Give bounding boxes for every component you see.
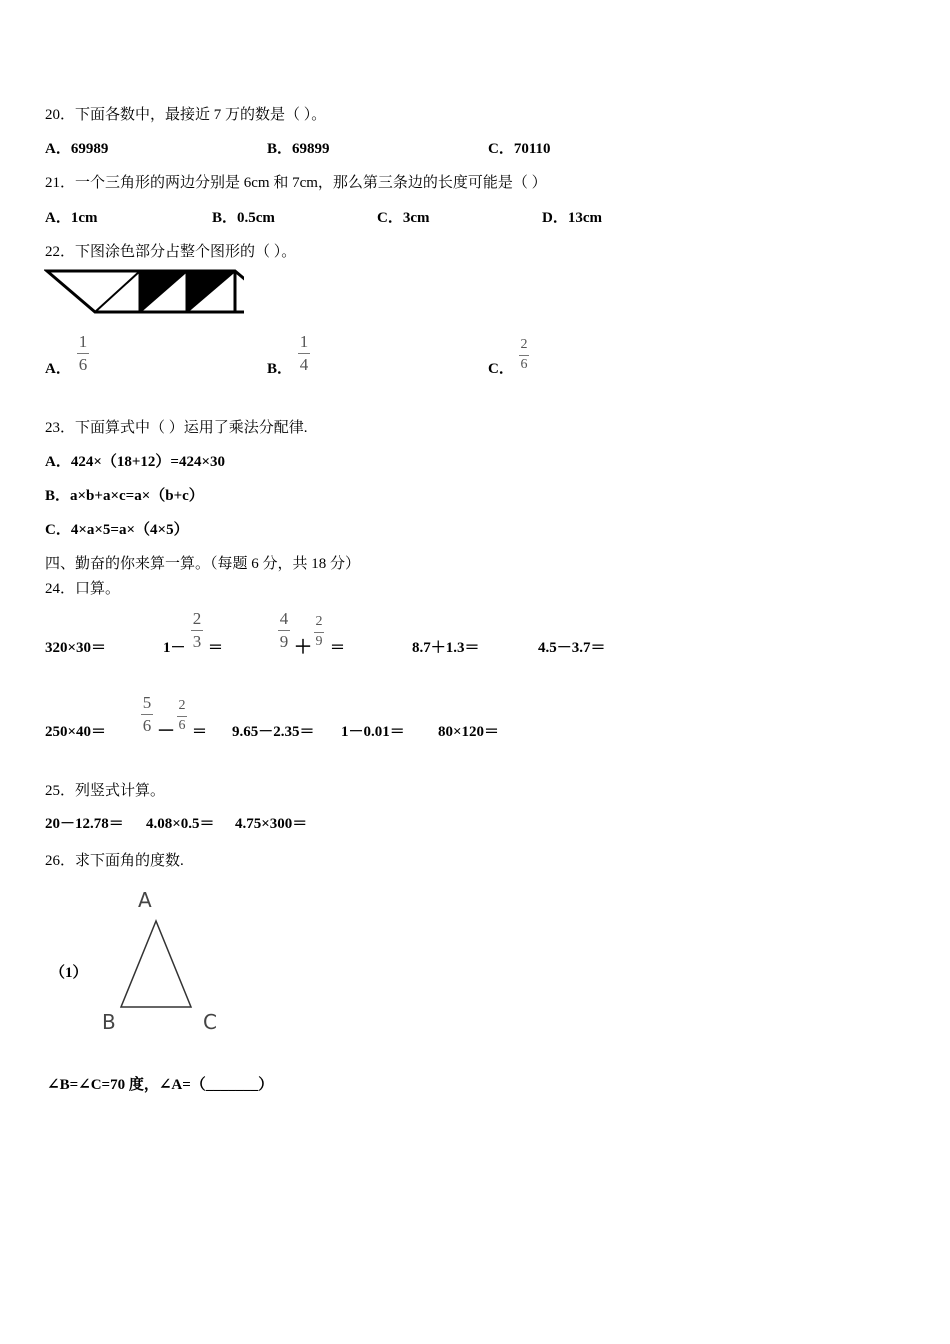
fraction-denominator: 9 xyxy=(315,634,323,649)
q24-row1-expr-1: 320×30＝ xyxy=(45,640,107,656)
q22-option-c-label[interactable]: C． xyxy=(488,361,514,377)
q24-row2-expr-2-fraction-1 xyxy=(141,694,153,734)
q24-row2-expr-2-equals: ＝ xyxy=(192,724,208,740)
fraction-numerator: 2 xyxy=(192,609,202,628)
vertex-c-label: C xyxy=(203,1010,217,1034)
q25-expr-1: 20－12.78＝ xyxy=(45,816,124,832)
q26-part-label: （1） xyxy=(50,965,88,981)
q24-row2-expr-3: 9.65－2.35＝ xyxy=(232,724,315,740)
q24-row2-expr-1: 250×40＝ xyxy=(45,724,107,740)
q22-stem: 22．下图涂色部分占整个图形的（ ）。 xyxy=(45,244,297,260)
fraction-bar xyxy=(191,630,203,631)
q24-row1-expr-3-fraction-2 xyxy=(314,615,324,649)
q24-row1-expr-3-equals: ＝ xyxy=(330,640,346,656)
q25-expr-3: 4.75×300＝ xyxy=(235,816,308,832)
fraction-numerator: 2 xyxy=(315,614,323,629)
fraction-numerator: 1 xyxy=(78,332,88,351)
q21-option-c[interactable]: C．3cm xyxy=(377,210,430,226)
q22-option-c-fraction xyxy=(519,338,529,372)
q24-row1-expr-5: 4.5－3.7＝ xyxy=(538,640,606,656)
triangle-abc-figure xyxy=(110,915,200,1015)
q21-stem: 21．一个三角形的两边分别是 6cm 和 7cm，那么第三条边的长度可能是（ ） xyxy=(45,175,547,191)
fraction-numerator: 1 xyxy=(299,332,309,351)
q20-option-b[interactable]: B．69899 xyxy=(267,141,330,157)
fraction-bar xyxy=(77,353,89,354)
fraction-bar xyxy=(298,353,310,354)
fraction-denominator: 6 xyxy=(178,718,186,733)
q24-row1-expr-2-left: 1－ xyxy=(163,640,186,656)
fraction-denominator: 6 xyxy=(142,716,152,735)
q22-option-b-fraction xyxy=(298,333,310,373)
fraction-bar xyxy=(141,714,153,715)
q24-row2-expr-2-fraction-2 xyxy=(177,699,187,733)
fraction-numerator: 5 xyxy=(142,693,152,712)
q24-stem: 24．口算。 xyxy=(45,581,121,597)
q23-option-c[interactable]: C．4×a×5=a×（4×5） xyxy=(45,522,189,538)
fraction-bar xyxy=(519,355,529,356)
fraction-numerator: 2 xyxy=(178,698,186,713)
q26-answer-line[interactable]: ∠B=∠C=70 度，∠A=（_______） xyxy=(47,1077,274,1093)
fraction-bar xyxy=(314,632,324,633)
fraction-numerator: 4 xyxy=(279,609,289,628)
q22-option-a-label[interactable]: A． xyxy=(45,361,71,377)
fraction-numerator: 2 xyxy=(520,337,528,352)
q25-stem: 25．列竖式计算。 xyxy=(45,783,166,799)
q26-stem: 26．求下面角的度数. xyxy=(45,853,184,869)
q24-row1-expr-2-equals: ＝ xyxy=(208,640,224,656)
q23-option-a[interactable]: A．424×（18+12）=424×30 xyxy=(45,454,226,470)
q24-row2-expr-2-minus: － xyxy=(157,721,175,741)
q22-option-a-fraction xyxy=(77,333,89,373)
fraction-denominator: 4 xyxy=(299,355,309,374)
q21-option-a[interactable]: A．1cm xyxy=(45,210,98,226)
q20-option-c[interactable]: C．70110 xyxy=(488,141,551,157)
vertex-a-label: A xyxy=(138,888,152,912)
q25-expr-2: 4.08×0.5＝ xyxy=(146,816,215,832)
q24-row2-expr-4: 1－0.01＝ xyxy=(341,724,405,740)
fraction-bar xyxy=(177,716,187,717)
q23-option-b[interactable]: B．a×b+a×c=a×（b+c） xyxy=(45,488,204,504)
q21-option-b[interactable]: B．0.5cm xyxy=(212,210,275,226)
q20-stem: 20．下面各数中，最接近 7 万的数是（ ）。 xyxy=(45,107,327,123)
q24-row1-expr-2-fraction xyxy=(191,610,203,650)
q21-option-d[interactable]: D．13cm xyxy=(542,210,602,226)
q24-row1-expr-3-plus: ＋ xyxy=(294,637,312,657)
triangle-abc-outline xyxy=(121,921,191,1007)
q23-stem: 23．下面算式中（ ）运用了乘法分配律. xyxy=(45,420,308,436)
q24-row1-expr-3-fraction-1 xyxy=(278,610,290,650)
fraction-denominator: 3 xyxy=(192,632,202,651)
fraction-bar xyxy=(278,630,290,631)
section-4-title: 四、勤奋的你来算一算。（每题 6 分，共 18 分） xyxy=(45,556,361,572)
fraction-denominator: 6 xyxy=(78,355,88,374)
vertex-b-label: B xyxy=(102,1010,116,1034)
q22-option-b-label[interactable]: B． xyxy=(267,361,293,377)
fraction-denominator: 6 xyxy=(520,357,528,372)
shaded-parallelogram-figure xyxy=(44,268,244,316)
q24-row2-expr-5: 80×120＝ xyxy=(438,724,500,740)
fraction-denominator: 9 xyxy=(279,632,289,651)
q24-row1-expr-4: 8.7＋1.3＝ xyxy=(412,640,480,656)
q20-option-a[interactable]: A．69989 xyxy=(45,141,109,157)
